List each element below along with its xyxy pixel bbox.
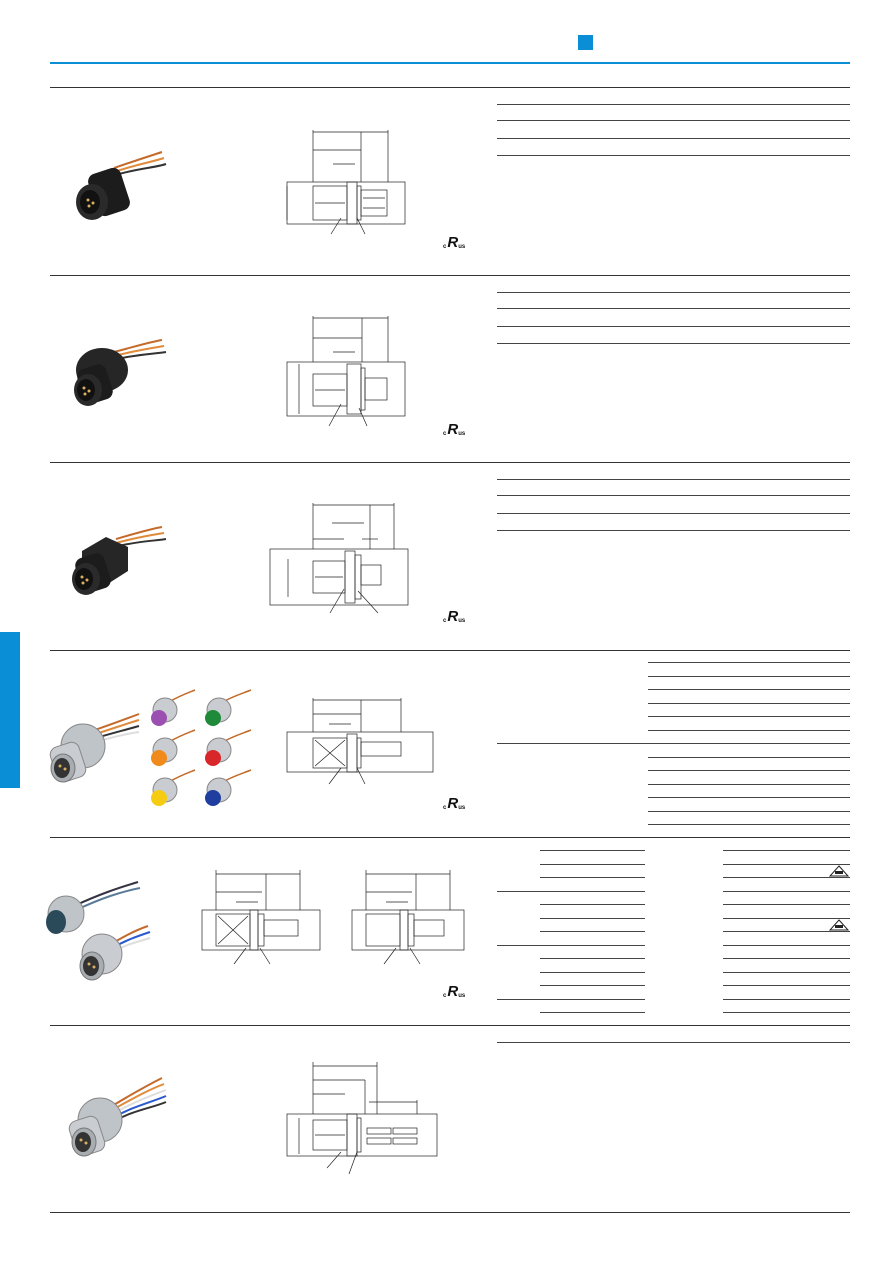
table-rule [497,292,850,293]
cul-us-certification-mark: c R us [443,795,466,812]
table-rule [723,972,850,973]
vde-mark-icon [830,866,848,876]
table-rule [648,716,850,717]
cul-us-certification-mark: c R us [443,608,466,625]
header-rule [50,62,850,64]
section-divider [50,837,850,838]
table-rule [648,676,850,677]
table-rule [648,824,850,825]
table-rule [723,891,850,892]
product-photo [62,1072,172,1172]
table-rule [540,972,645,973]
table-rule [497,891,645,892]
table-rule [540,931,645,932]
table-rule [723,850,850,851]
side-section-tab [0,632,20,788]
table-rule [497,120,850,121]
dimension-drawing [285,130,410,240]
section-divider [50,1025,850,1026]
table-rule [723,958,850,959]
dimension-drawing [285,316,410,428]
table-rule [648,730,850,731]
section-divider [50,462,850,463]
dimension-drawing [285,1062,440,1177]
table-rule [723,864,850,865]
table-rule [497,343,850,344]
table-rule [540,918,645,919]
table-rule [497,743,850,744]
yellow-variant [151,770,195,806]
product-photo [62,140,172,230]
product-photo [62,326,172,416]
vde-mark-icon [830,920,848,930]
table-rule [497,308,850,309]
table-rule [723,945,850,946]
violet-variant [151,690,195,726]
table-rule [723,999,850,1000]
table-rule [723,1012,850,1013]
dimension-drawing [285,698,435,786]
table-rule [497,326,850,327]
table-rule [497,1042,850,1043]
color-variant-photos [145,688,255,813]
table-rule [497,138,850,139]
table-rule [540,904,645,905]
table-rule [540,985,645,986]
table-rule [648,811,850,812]
blue-variant [205,770,251,806]
table-rule [648,689,850,690]
product-photo [45,700,140,790]
table-rule [648,784,850,785]
section-divider [50,87,850,88]
table-rule [648,703,850,704]
table-rule [540,877,645,878]
table-rule [648,797,850,798]
dimension-drawing [200,870,325,966]
table-rule [648,770,850,771]
dimension-drawing [268,503,413,615]
table-rule [648,662,850,663]
header-accent-square [578,35,593,50]
dimension-drawing [350,870,475,966]
cul-us-certification-mark: c R us [443,983,466,1000]
table-rule [723,918,850,919]
cul-us-certification-mark: c R us [443,421,466,438]
table-rule [723,985,850,986]
table-rule [497,513,850,514]
table-rule [723,931,850,932]
green-variant [205,690,251,726]
table-rule [540,850,645,851]
section-divider [50,1212,850,1213]
cul-us-certification-mark: c R us [443,234,466,251]
table-rule [497,479,850,480]
product-photo [62,515,172,605]
table-rule [497,945,645,946]
section-divider [50,650,850,651]
table-rule [648,757,850,758]
table-rule [540,1012,645,1013]
table-rule [497,104,850,105]
table-rule [497,155,850,156]
table-rule [540,864,645,865]
table-rule [540,958,645,959]
table-rule [723,877,850,878]
red-variant [205,730,251,766]
table-rule [497,495,850,496]
table-rule [497,530,850,531]
table-rule [497,999,645,1000]
table-rule [723,904,850,905]
orange-variant [151,730,195,766]
section-divider [50,275,850,276]
product-photo [40,880,150,992]
